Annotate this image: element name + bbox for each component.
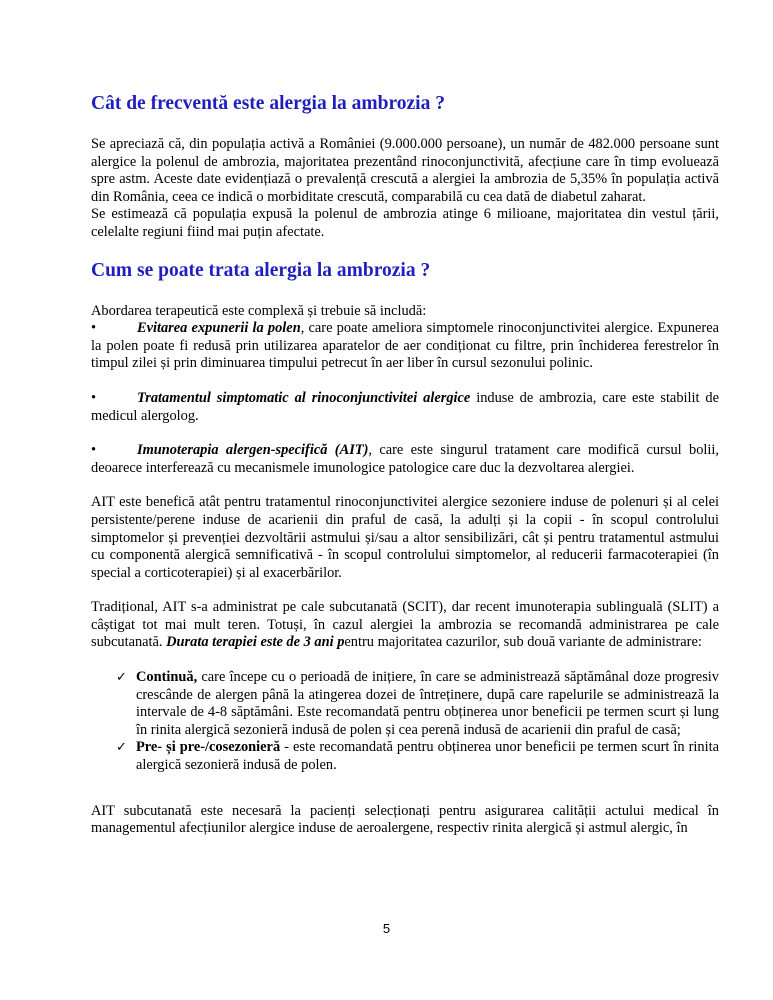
page-number: 5 — [382, 921, 391, 936]
paragraph-subcutaneous: AIT subcutanată este necesară la pacienți selecționați pentru asigurarea calității actului medical în managementul afecțiunilor alergice induse de aeroalergene, respectiv rinita alergică și astmul alergic, în — [91, 802, 719, 837]
bullet-text: induse de ambrozia, care este stabilit de medicul alergolog. — [91, 389, 719, 424]
bullet-title: Imunoterapia alergen-specifică (AIT) — [137, 442, 369, 459]
bullet-immunotherapy — [91, 442, 719, 477]
list-item-continuous — [116, 669, 719, 739]
bullet-icon: • — [91, 320, 97, 337]
bullet-text: , care poate ameliora simptomele rinoconjunctivitei alergice. Expunerea la polen poate fi redusă prin utilizarea aparatelor de aer condiționat cu filtre, prin închiderea ferestrelor în timpul zilei și prin diminuarea timpului petrecut în aer liber în cursul sezonului polinic. — [91, 320, 719, 372]
bullet-avoid-exposure — [91, 320, 719, 373]
bullet-text: , care este singurul tratament care modifică cursul bolii, deoarece interferează cu mecanismele imunologice patologice care duc la dezvoltarea alergiei. — [91, 442, 719, 476]
list-item-title: Continuă, — [136, 669, 198, 686]
list-item-text: care începe cu o perioadă de inițiere, în care se administrează săptămânal doze progresiv crescânde de alergen până la atingerea dozei de întreținere, după care rapelurile se administrează la intervale de 4-8 săptămâni. Este recomandată pentru obținerea unor beneficii pe termen scurt și lung în rinita alergică sezonieră indusă de polen și cea perenă indusă de acarienii din praful de casă; — [136, 669, 719, 738]
heading-treatment: Cum se poate trata alergia la ambrozia ? — [91, 259, 431, 281]
therapy-duration: Durata terapiei este de 3 ani p — [166, 634, 345, 651]
administration-variants-list — [91, 669, 719, 775]
list-item-text: - este recomandată pentru obținerea unor beneficii pe termen scurt în rinita alergică sezonieră indusă de polen. — [136, 739, 720, 774]
paragraph-administration-tail: entru majoritatea cazurilor, sub două variante de administrare: — [344, 634, 702, 651]
paragraph-administration-text: Tradițional, AIT s-a administrat pe cale subcutanată (SCIT), dar recent imunoterapia sublinguală (SLIT) a câștigat tot mai mult teren. Totuși, în cazul alergiei la ambrozia se recomandă administrarea pe cale subcutanată. — [91, 599, 719, 651]
paragraph-administration — [91, 599, 719, 652]
paragraph-intro: Abordarea terapeutică este complexă și trebuie să includă: — [91, 302, 427, 319]
document-page — [91, 92, 719, 838]
paragraph-exposed-population: Se estimează că populația expusă la polenul de ambrozia atinge 6 milioane, majoritatea din vestul țării, celelalte regiuni fiind mai puțin afectate. — [91, 206, 719, 240]
bullet-title: Evitarea expunerii la polen — [137, 320, 301, 337]
bullet-title: Tratamentul simptomatic al rinoconjunctivitei alergice — [137, 389, 471, 406]
list-item-title: Pre- și pre-/cosezonieră — [136, 739, 281, 756]
bullet-icon: • — [91, 389, 97, 406]
checkmark-icon: ✓ — [116, 740, 127, 756]
paragraph-prevalence: Se apreciază că, din populația activă a României (9.000.000 persoane), un număr de 482.000 persoane sunt alergice la polenul de ambrozia, majoritatea prezentând rinoconjunctivită, afecțiune care în timp evoluează spre astm. Aceste date evidențiază o prevalență crescută a alergiei la ambrozia de 5,35% în populația activă din România, ceea ce indică o morbiditate crescută, comparabilă cu cea dată de diabetul zaharat. — [91, 136, 719, 205]
bullet-symptomatic-treatment — [91, 390, 719, 425]
heading-frequency: Cât de frecventă este alergia la ambrozia ? — [91, 93, 445, 114]
bullet-icon: • — [91, 442, 97, 459]
paragraph-ait-benefits: AIT este benefică atât pentru tratamentul rinoconjunctivitei alergice sezoniere induse de polenuri și al celei persistente/perene induse de acarienii din praful de casă, la adulți și la copii - în scopul controlului simptomelor și prevenției dezvoltării astmului și/sau a altor sensibilizări, cât și pentru tratamentul astmului cu componentă alergică semnificativă - în scopul controlului simptomelor, al reducerii farmacoterapiei (în special a corticoterapiei) și al exacerbărilor. — [91, 494, 719, 581]
list-item-preseasonal — [116, 739, 719, 774]
checkmark-icon: ✓ — [116, 670, 127, 686]
